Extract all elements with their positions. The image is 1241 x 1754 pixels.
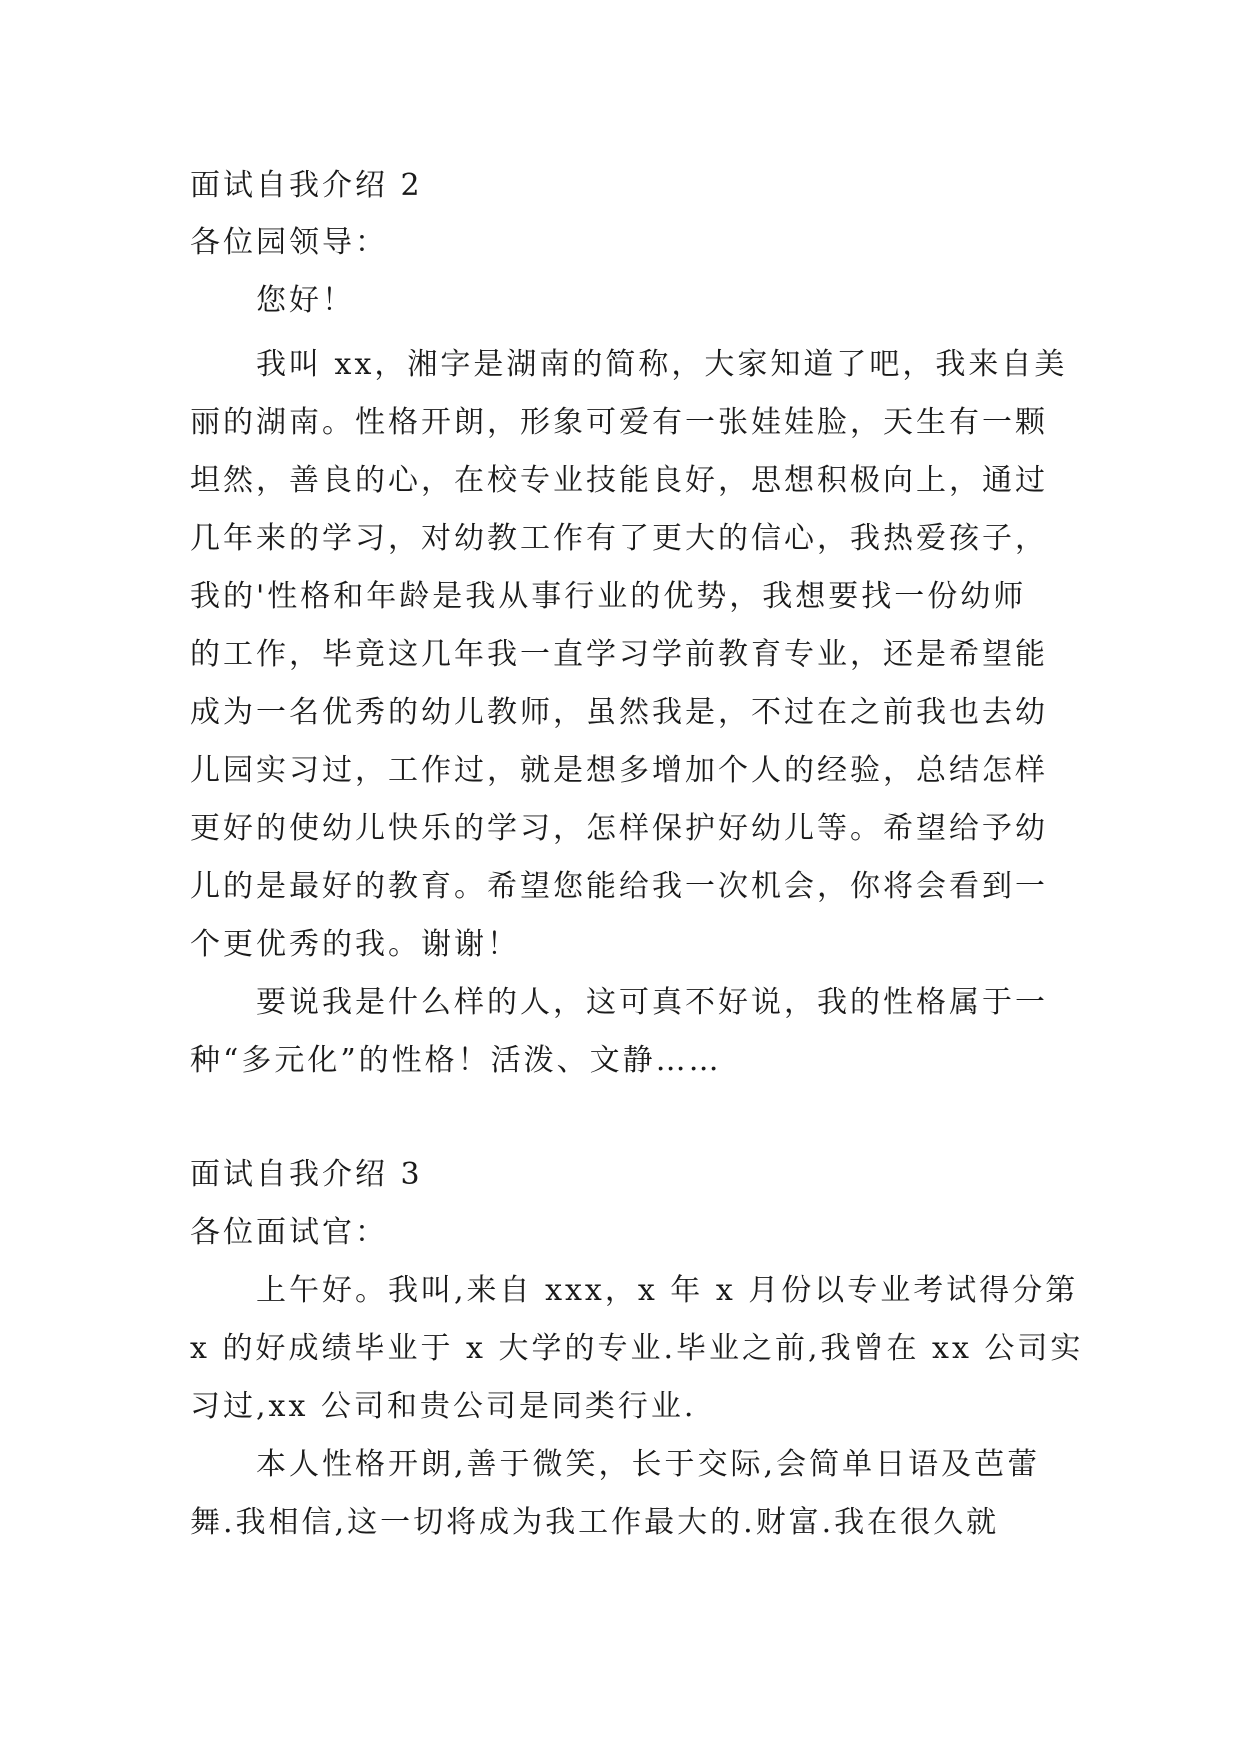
section-3-paragraph-2-line: 本人性格开朗,善于微笑，长于交际,会简单日语及芭蕾 bbox=[256, 1447, 1041, 1482]
section-2-paragraph-1-line: 坦然，善良的心，在校专业技能良好，思想积极向上，通过 bbox=[190, 463, 1048, 498]
section-2-paragraph-1-line: 丽的湖南。性格开朗，形象可爱有一张娃娃脸，天生有一颗 bbox=[190, 405, 1048, 440]
section-2-paragraph-1-line: 我叫 xx，湘字是湖南的简称，大家知道了吧，我来自美 bbox=[256, 347, 1068, 382]
section-2-paragraph-1-line: 的工作，毕竟这几年我一直学习学前教育专业，还是希望能 bbox=[190, 637, 1048, 672]
section-3-salutation: 各位面试官： bbox=[190, 1215, 388, 1250]
section-2-greeting: 您好！ bbox=[256, 283, 355, 318]
section-2-paragraph-1-line: 更好的使幼儿快乐的学习，怎样保护好幼儿等。希望给予幼 bbox=[190, 811, 1048, 846]
section-2-paragraph-1-line: 几年来的学习，对幼教工作有了更大的信心，我热爱孩子， bbox=[190, 521, 1048, 556]
section-2-paragraph-1-line: 我的'性格和年龄是我从事行业的优势，我想要找一份幼师 bbox=[190, 579, 1027, 614]
section-2-paragraph-1-line: 儿园实习过，工作过，就是想多增加个人的经验，总结怎样 bbox=[190, 753, 1048, 788]
section-3-paragraph-1-line: 习过,xx 公司和贵公司是同类行业. bbox=[190, 1389, 697, 1424]
section-2-heading: 面试自我介绍 2 bbox=[190, 168, 423, 203]
section-3-paragraph-1-line: x 的好成绩毕业于 x 大学的专业.毕业之前,我曾在 xx 公司实 bbox=[190, 1331, 1084, 1366]
section-3-paragraph-2-line: 舞.我相信,这一切将成为我工作最大的.财富.我在很久就 bbox=[190, 1505, 1000, 1540]
section-2-salutation: 各位园领导： bbox=[190, 225, 388, 260]
section-2-paragraph-1-line: 儿的是最好的教育。希望您能给我一次机会，你将会看到一 bbox=[190, 869, 1048, 904]
section-2-paragraph-2-line: 要说我是什么样的人，这可真不好说，我的性格属于一 bbox=[256, 985, 1048, 1020]
section-3-heading: 面试自我介绍 3 bbox=[190, 1157, 423, 1192]
section-2-paragraph-1-line: 成为一名优秀的幼儿教师，虽然我是，不过在之前我也去幼 bbox=[190, 695, 1048, 730]
section-3-paragraph-1-line: 上午好。我叫,来自 xxx，x 年 x 月份以专业考试得分第 bbox=[256, 1273, 1079, 1308]
section-2-paragraph-2-line: 种“多元化”的性格！活泼、文静…… bbox=[190, 1043, 722, 1078]
section-2-paragraph-1-line: 个更优秀的我。谢谢！ bbox=[190, 927, 520, 962]
